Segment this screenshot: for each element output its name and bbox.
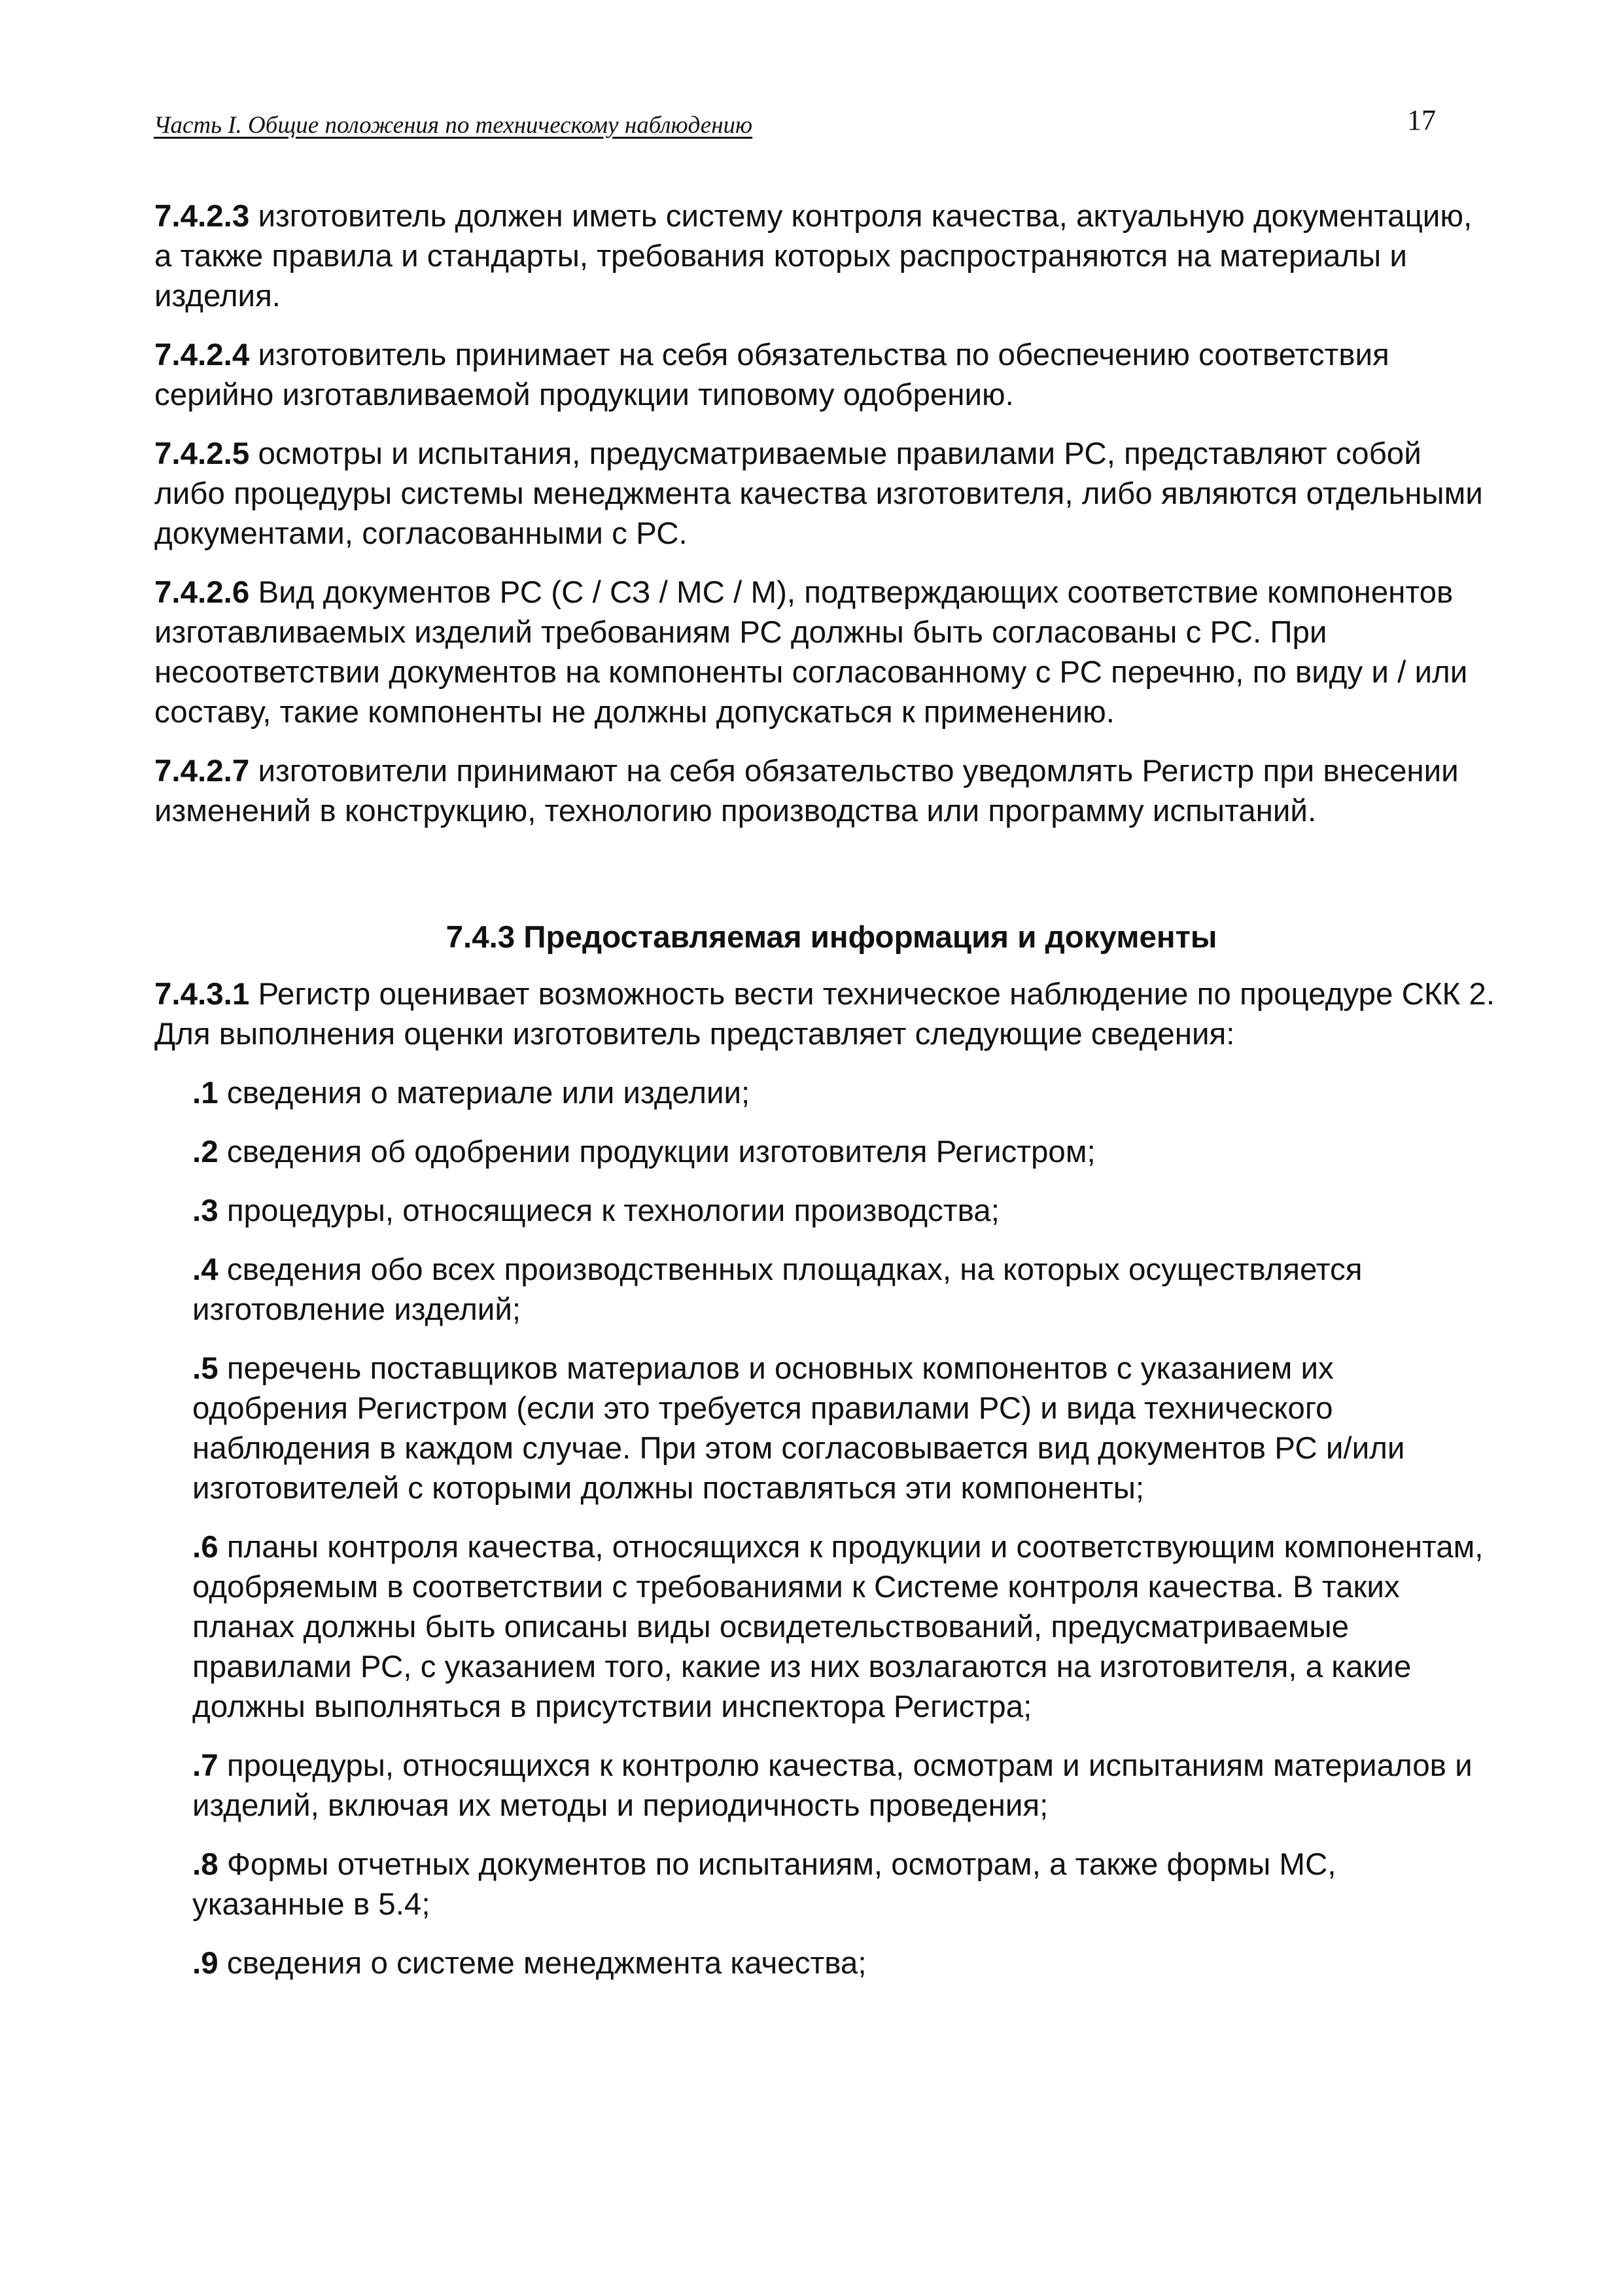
- list-item-text: сведения об одобрении продукции изготовителя Регистром;: [218, 1135, 1096, 1169]
- paragraph-text: осмотры и испытания, предусматриваемые правилами РС, представляют собой либо процедуры системы менеджмента качества изготовителя, либо являются отдельными документами, согласованными с РС.: [154, 436, 1483, 551]
- list-item: [192, 1845, 1495, 1924]
- list-item-text: Формы отчетных документов по испытаниям, осмотрам, а также формы МС, указанные в 5.4;: [192, 1847, 1336, 1922]
- list-item-number: .1: [192, 1076, 218, 1110]
- list-item-text: процедуры, относящихся к контролю качества, осмотрам и испытаниям материалов и изделий, включая их методы и периодичность проведения;: [192, 1748, 1473, 1823]
- paragraph-7-4-2-4: [154, 335, 1495, 415]
- paragraph-7-4-2-5: [154, 434, 1495, 554]
- list-item-text: процедуры, относящиеся к технологии производства;: [218, 1193, 1000, 1228]
- paragraph-number: 7.4.2.6: [154, 575, 250, 610]
- list-item: [192, 1191, 1495, 1231]
- paragraph-number: 7.4.2.3: [154, 199, 250, 234]
- list-item-number: .2: [192, 1135, 218, 1169]
- paragraph-number: 7.4.3.1: [154, 977, 250, 1012]
- list-item: [192, 1527, 1495, 1727]
- paragraph-text: Вид документов РС (С / СЗ / МС / М), подтверждающих соответствие компонентов изготавливаемых изделий требованиям РС должны быть согласованы с РС. При несоответствии документов на компоненты согласованному с РС перечню, по виду и / или составу, такие компоненты не должны допускаться к применению.: [154, 575, 1468, 730]
- requirements-list: [154, 1073, 1495, 1983]
- list-item-number: .6: [192, 1530, 218, 1564]
- list-item-number: .7: [192, 1748, 218, 1783]
- list-item: [192, 1349, 1495, 1508]
- paragraph-text: изготовитель должен иметь систему контроля качества, актуальную документацию, а также правила и стандарты, требования которых распространяются на материалы и изделия.: [154, 199, 1473, 313]
- section-heading: 7.4.3 Предоставляемая информация и документы: [445, 920, 1217, 955]
- running-header-title: Часть I. Общие положения по техническому наблюдению: [154, 112, 753, 139]
- paragraph-number: 7.4.2.7: [154, 754, 250, 788]
- list-item-text: планы контроля качества, относящихся к продукции и соответствующим компонентам, одобряемым в соответствии с требованиями к Системе контроля качества. В таких планах должны быть описаны виды освидетельствований, предусматриваемые правилами РС, с указанием того, какие из них возлагаются на изготовителя, а какие должны выполняться в присутствии инспектора Регистра;: [192, 1530, 1484, 1724]
- document-body: [154, 196, 1495, 2002]
- list-item-text: сведения о системе менеджмента качества;: [218, 1946, 867, 1981]
- list-item-number: .4: [192, 1252, 218, 1287]
- list-item: [192, 1746, 1495, 1826]
- paragraph-7-4-2-6: [154, 573, 1495, 732]
- list-item-text: сведения о материале или изделии;: [218, 1076, 750, 1110]
- page-number: 17: [1407, 104, 1436, 136]
- page-header: [154, 104, 1462, 149]
- list-item: [192, 1250, 1495, 1330]
- list-item-number: .5: [192, 1351, 218, 1386]
- list-item-number: .3: [192, 1193, 218, 1228]
- list-item: [192, 1943, 1495, 1983]
- paragraph-7-4-2-7: [154, 751, 1495, 831]
- paragraph-7-4-3-1: [154, 974, 1495, 1054]
- list-item-number: .8: [192, 1847, 218, 1882]
- paragraph-number: 7.4.2.4: [154, 338, 250, 372]
- list-item-number: .9: [192, 1946, 218, 1981]
- paragraph-number: 7.4.2.5: [154, 436, 250, 471]
- paragraph-text: изготовители принимают на себя обязательство уведомлять Регистр при внесении изменений в конструкцию, технологию производства или программу испытаний.: [154, 754, 1459, 828]
- list-item: [192, 1073, 1495, 1113]
- list-item: [192, 1132, 1495, 1172]
- paragraph-7-4-2-3: [154, 196, 1495, 316]
- paragraph-text: изготовитель принимает на себя обязательства по обеспечению соответствия серийно изготавливаемой продукции типовому одобрению.: [154, 338, 1389, 412]
- paragraph-text: Регистр оценивает возможность вести техническое наблюдение по процедуре СКК 2. Для выполнения оценки изготовитель представляет следующие сведения:: [154, 977, 1495, 1051]
- list-item-text: перечень поставщиков материалов и основных компонентов с указанием их одобрения Регистром (если это требуется правилами РС) и вида технического наблюдения в каждом случае. При этом согласовывается вид документов РС и/или изготовителей с которыми должны поставляться эти компоненты;: [192, 1351, 1405, 1506]
- list-item-text: сведения обо всех производственных площадках, на которых осуществляется изготовление изделий;: [192, 1252, 1363, 1327]
